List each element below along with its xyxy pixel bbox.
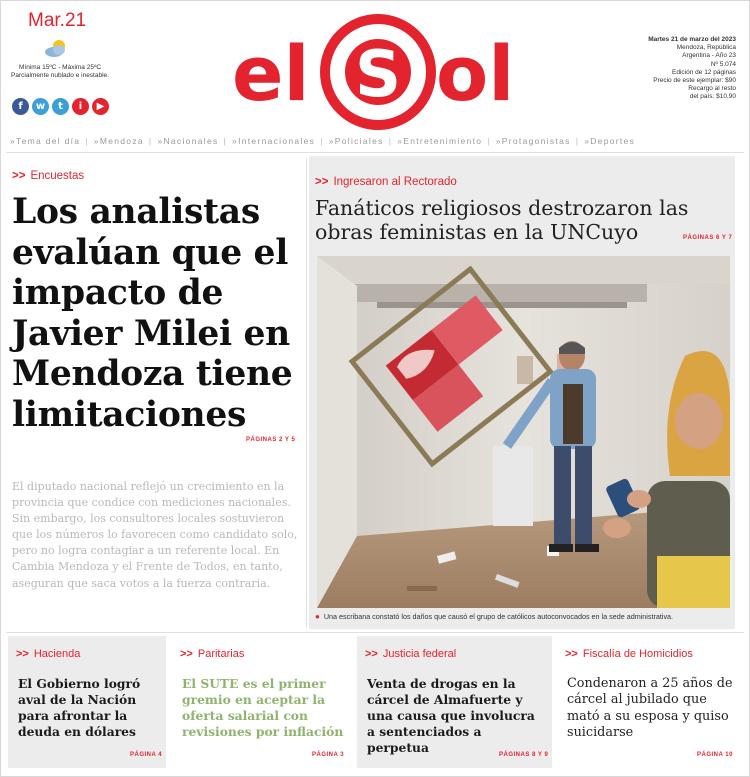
feature-photo[interactable]: [317, 256, 730, 608]
social-links: [12, 98, 109, 115]
brief-kicker[interactable]: [16, 648, 80, 660]
edition-date: Mar.21: [28, 10, 87, 31]
brief-headline[interactable]: El SUTE es el primer gremio en aceptar la oferta salarial con revisiones por inflación: [182, 676, 344, 739]
brief-pages-ref: PÁGINA 4: [130, 752, 163, 758]
nav-separator: |: [223, 136, 228, 146]
brief-kicker[interactable]: [365, 648, 456, 660]
nav-item-deportes[interactable]: »Deportes: [584, 136, 636, 146]
lead-kicker-label: Encuestas: [30, 170, 85, 182]
nav-separator: |: [575, 136, 580, 146]
brief-kicker[interactable]: [565, 648, 693, 660]
facebook-icon[interactable]: f: [12, 98, 29, 115]
nav-item-nacionales[interactable]: »Nacionales: [157, 136, 219, 146]
brief-kicker[interactable]: [180, 648, 244, 660]
brief-justicia-federal: [357, 636, 552, 768]
brief-pages-ref: PÁGINAS 8 Y 9: [499, 752, 549, 758]
logo-text-right: ol: [436, 29, 515, 118]
feature-pages-ref: PÁGINAS 6 Y 7: [683, 235, 733, 241]
nav-separator: |: [388, 136, 393, 146]
bottom-divider: [6, 632, 744, 633]
brief-headline[interactable]: Venta de drogas en la cárcel de Almafuerte y una causa que involucra a sentenciados a perpetua: [367, 676, 535, 755]
weather-temperatures: Mínima 15ºC - Máxima 25ºC: [18, 64, 102, 71]
masthead-info: [626, 36, 736, 102]
kicker-arrow-icon: >>: [565, 648, 578, 660]
twitter-icon[interactable]: t: [52, 98, 69, 115]
masthead-location-2: Argentina - Año 23: [682, 52, 736, 60]
brief-pages-ref: PÁGINA 3: [312, 752, 345, 758]
brief-paritarias: [172, 636, 352, 768]
brief-kicker-label: Justicia federal: [382, 648, 457, 660]
nav-item-internacionales[interactable]: »Internacionales: [232, 136, 316, 146]
kicker-arrow-icon: >>: [12, 170, 26, 182]
nav-item-mendoza[interactable]: »Mendoza: [93, 136, 144, 146]
lead-pages-ref: PÁGINAS 2 Y 5: [246, 437, 296, 443]
kicker-arrow-icon: >>: [365, 648, 378, 660]
logo-text-letter: S: [354, 38, 402, 112]
feature-kicker[interactable]: [315, 176, 457, 188]
nav-separator: |: [320, 136, 324, 146]
feature-headline[interactable]: Fanáticos religiosos destrozaron las obras feministas en la UNCuyo: [315, 196, 689, 244]
kicker-arrow-icon: >>: [180, 648, 193, 660]
brief-fiscalia: [557, 636, 742, 768]
masthead-surcharge-1: Recargo al resto: [688, 85, 736, 93]
nav-item-protagonistas[interactable]: »Protagonistas: [495, 136, 571, 146]
masthead-date: Martes 21 de marzo del 2023: [648, 36, 736, 43]
nav-divider: [6, 152, 744, 153]
lead-summary: El diputado nacional reflejó un crecimiento en la provincia que condice con mediciones nacionales. Sin embargo, los consultores locales sostuvieron que los números lo favorecen como candidato solo, pero no logra contagiar a un referente local. En Cambia Mendoza y el Frente de Todos, en tanto, aseguran que saca votos a la fuerza contraria.: [12, 480, 298, 590]
nav-separator: |: [85, 136, 89, 146]
feature-kicker-label: Ingresaron al Rectorado: [333, 176, 457, 188]
youtube-icon[interactable]: ▶: [92, 98, 109, 115]
brief-headline[interactable]: Condenaron a 25 años de cárcel al jubilado que mató a su esposa y quiso suicidarse: [567, 676, 733, 741]
nav-separator: |: [487, 136, 491, 146]
el-sol-logo[interactable]: [232, 14, 527, 132]
masthead-price: Precio de este ejemplar: $90: [653, 77, 736, 85]
weather-description: Parcialmente nublado e inestable.: [11, 72, 109, 79]
nav-item-policiales[interactable]: »Policiales: [328, 136, 384, 146]
feature-story: [309, 156, 735, 629]
lead-headline[interactable]: Los analistas evalúan que el impacto de Javier Milei en Mendoza tiene limitaciones: [12, 192, 293, 435]
logo-text-left: el: [232, 29, 310, 118]
photo-caption-text: Una escribana constató los daños que causó el grupo de católicos autoconvocados en la sede administrativa.: [323, 612, 674, 621]
nav-item-tema-del-dia[interactable]: »Tema del día: [10, 136, 81, 146]
kicker-arrow-icon: >>: [315, 176, 329, 188]
instagram-icon[interactable]: i: [72, 98, 89, 115]
masthead-number: Nº 5.074: [710, 60, 736, 68]
partly-cloudy-icon: [44, 38, 70, 60]
lead-kicker[interactable]: [12, 170, 84, 182]
brief-headline[interactable]: El Gobierno logró aval de la Nación para afrontar la deuda en dólares: [18, 676, 141, 739]
brief-kicker-label: Fiscalía de Homicidios: [582, 648, 693, 660]
brief-kicker-label: Paritarias: [197, 648, 245, 660]
masthead-location-1: Mendoza, República: [676, 44, 736, 52]
nav-item-entretenimiento[interactable]: »Entretenimiento: [397, 136, 483, 146]
masthead-surcharge-2: del país: $10,90: [689, 93, 736, 101]
kicker-arrow-icon: >>: [16, 648, 29, 660]
brief-hacienda: [8, 636, 166, 768]
brief-kicker-label: Hacienda: [33, 648, 81, 660]
nav-separator: |: [148, 136, 153, 146]
section-nav: [10, 136, 742, 146]
brief-pages-ref: PÁGINA 10: [697, 752, 733, 758]
caption-bullet-icon: ●: [315, 612, 320, 621]
masthead-edition: Edición de 12 páginas: [672, 68, 736, 76]
whatsapp-icon[interactable]: w: [32, 98, 49, 115]
column-divider: [306, 158, 307, 628]
photo-caption: [315, 612, 729, 621]
